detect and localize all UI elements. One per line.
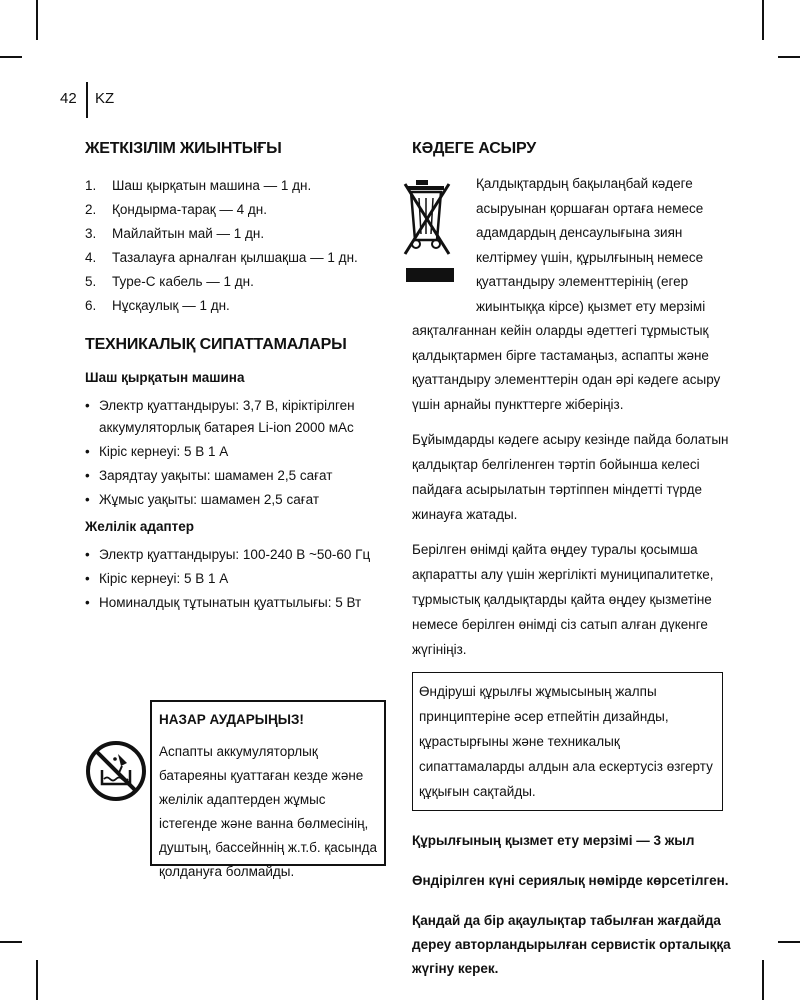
- item-number: 3.: [85, 226, 97, 241]
- page-number: 42: [60, 90, 77, 107]
- crossed-bin-icon: [402, 178, 464, 295]
- item-number: 5.: [85, 274, 97, 289]
- warning-text: Аспапты аккумуляторлық батареяны қуаттаған кезде және желілік адаптерден жұмыс істегенде және ванна бөлмесінің, душтың, бассейннің ж.т.б. қасында қолдануға болмайды.: [159, 744, 378, 879]
- item-text: Шаш қырқатын машина — 1 дн.: [112, 178, 312, 193]
- machine-specs-list: [85, 395, 385, 511]
- list-item: [85, 174, 385, 198]
- disposal-paragraph-3: Берілген өнімді қайта өңдеу туралы қосымша ақпаратты алу үшін жергілікті муниципалитетке, тұрмыстық қалдықтарды қайта өңдеу қызметіне немесе берілген өнімді сіз сатып алған дүкенге жүгініңіз.: [412, 542, 714, 657]
- list-item: • Электр қуаттандыруы: 3,7 В, кіріктірілген аккумуляторлық батарея Li-ion 2000 мАс: [85, 395, 385, 439]
- item-number: 2.: [85, 202, 97, 217]
- list-item: [85, 294, 385, 318]
- crop-mark: [762, 960, 764, 1000]
- crop-mark: [0, 941, 22, 943]
- item-text: Тазалауға арналған қылшақша — 1 дн.: [112, 250, 358, 265]
- crop-mark: [36, 960, 38, 1000]
- disposal-section: [412, 172, 737, 417]
- warning-box: [150, 700, 386, 879]
- service-life-text: Құрылғының қызмет ету мерзімі — 3 жыл: [412, 833, 695, 848]
- item-text: Type-C кабель — 1 дн.: [112, 274, 254, 289]
- list-item: • Зарядтау уақыты: шамамен 2,5 сағат: [85, 465, 385, 487]
- disposal-heading: КӘДЕГЕ АСЫРУ: [412, 140, 537, 157]
- kit-list: [85, 174, 385, 318]
- list-item: [85, 198, 385, 222]
- list-item: • Кіріс кернеуі: 5 В 1 А: [85, 568, 385, 590]
- list-item: • Номиналдық тұтынатын қуаттылығы: 5 Вт: [85, 592, 385, 614]
- item-number: 1.: [85, 178, 97, 193]
- adapter-specs-list: [85, 544, 385, 614]
- crop-mark: [778, 56, 800, 58]
- header-divider: [86, 82, 88, 118]
- warning-title: НАЗАР АУДАРЫҢЫЗ!: [159, 712, 304, 727]
- list-item: • Жұмыс уақыты: шамамен 2,5 сағат: [85, 489, 385, 511]
- machine-subheading: Шаш қырқатын машина: [85, 370, 245, 385]
- left-column: [85, 140, 385, 622]
- notice-text: Өндіруші құрылғы жұмысының жалпы принциптеріне әсер етпейтін дизайнды, құрастырғыны және техникалық сипаттамаларды алдын ала ескертусіз өзгерту құқығын сақтайды.: [419, 684, 713, 799]
- crop-mark: [778, 941, 800, 943]
- no-water-warning-icon: [85, 740, 147, 802]
- right-column: [412, 140, 737, 997]
- manufacture-date-text: Өндірілген күні сериялық нөмірде көрсетілген.: [412, 873, 729, 888]
- list-item: [85, 222, 385, 246]
- disposal-paragraph-2: Бұйымдарды кәдеге асыру кезінде пайда болатын қалдықтар белгіленген тәртіп бойынша келесі пайдаға асырылатын тәртіппен міндетті түрде жинауға жатады.: [412, 432, 729, 522]
- crop-mark: [0, 56, 22, 58]
- manufacturer-notice-box: [412, 672, 723, 811]
- item-text: Нұсқаулық — 1 дн.: [112, 298, 230, 313]
- language-code: KZ: [95, 90, 115, 107]
- list-item: • Электр қуаттандыруы: 100-240 В ~50-60 Гц: [85, 544, 385, 566]
- adapter-subheading: Желілік адаптер: [85, 519, 194, 534]
- crop-mark: [36, 0, 38, 40]
- item-number: 4.: [85, 250, 97, 265]
- list-item: • Кіріс кернеуі: 5 В 1 А: [85, 441, 385, 463]
- crop-mark: [762, 0, 764, 40]
- kit-heading: ЖЕТКІЗІЛІМ ЖИЫНТЫҒЫ: [85, 140, 282, 157]
- defects-text: Қандай да бір ақаулықтар табылған жағдайда дереу авторландырылған сервистік орталыққа жүгіну керек.: [412, 913, 731, 976]
- item-text: Майлайтын май — 1 дн.: [112, 226, 265, 241]
- list-item: [85, 270, 385, 294]
- item-number: 6.: [85, 298, 97, 313]
- list-item: [85, 246, 385, 270]
- disposal-text: Қалдықтардың бақылаңбай кәдеге асыруынан қоршаған ортаға немесе адамдардың денсаулығына зиян келтірмеу үшін, құрылғының немесе қуаттандыру элементтерінің (егер жиынтыққа кірсе) қызмет ету мерзімі аяқталғаннан кейін оларды әдеттегі тұрмыстық қалдықтармен бірге тастамаңыз, аспапты және қуаттандыру элементтерін одан әрі кәдеге асыру үшін арнайы пункттерге жіберіңіз.: [412, 176, 721, 412]
- specs-heading: ТЕХНИКАЛЫҚ СИПАТТАМАЛАРЫ: [85, 336, 347, 353]
- item-text: Қондырма-тарақ — 4 дн.: [112, 202, 268, 217]
